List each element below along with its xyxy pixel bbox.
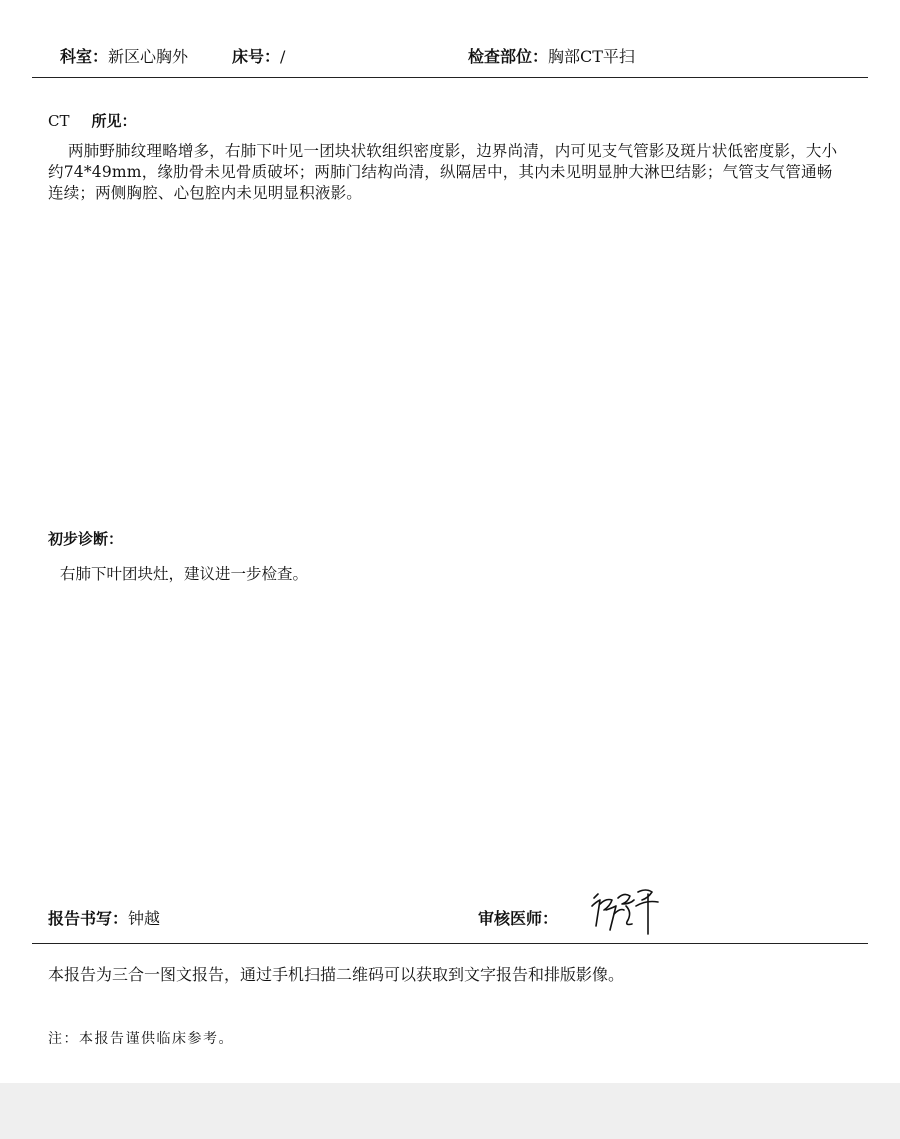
diagnosis-text: 右肺下叶团块灶，建议进一步检查。 — [60, 565, 309, 583]
page-bottom-band — [0, 1083, 900, 1139]
footer-divider — [32, 943, 868, 944]
reviewer-label: 审核医师： — [478, 909, 559, 928]
header-divider — [32, 77, 868, 78]
report-notice: 本报告为三合一图文报告，通过手机扫描二维码可以获取到文字报告和排版影像。 — [48, 965, 625, 984]
findings-title — [48, 110, 137, 131]
department-value: 新区心胸外 — [108, 47, 189, 66]
writer-label: 报告书写： — [48, 909, 129, 928]
diagnosis-title: 初步诊断： — [48, 530, 124, 548]
report-note: 注：本报告谨供临床参考。 — [48, 1031, 234, 1047]
exam-part-label: 检查部位： — [468, 47, 549, 66]
bed-value: / — [280, 47, 286, 66]
report-writer — [48, 906, 160, 929]
reviewer — [478, 906, 558, 929]
findings-prefix: CT — [48, 112, 70, 130]
report-header — [0, 44, 900, 68]
writer-value: 钟越 — [128, 909, 161, 928]
exam-part-value: 胸部CT平扫 — [548, 47, 635, 66]
bed-field — [232, 44, 285, 67]
handwritten-signature-icon — [588, 884, 668, 936]
exam-part-field — [468, 44, 635, 67]
findings-text: 两肺野肺纹理略增多，右肺下叶见一团块状软组织密度影，边界尚清，内可见支气管影及斑片状低密度影，大小约74*49mm，缘肋骨未见骨质破坏；两肺门结构尚清，纵隔居中，其内未见明显肿大淋巴结影；气管支气管通畅连续；两侧胸腔、心包腔内未见明显积液影。 — [48, 142, 838, 202]
department-field — [60, 44, 188, 67]
department-label: 科室： — [60, 47, 109, 66]
bed-label: 床号： — [232, 47, 281, 66]
findings-label: 所见： — [91, 112, 137, 130]
